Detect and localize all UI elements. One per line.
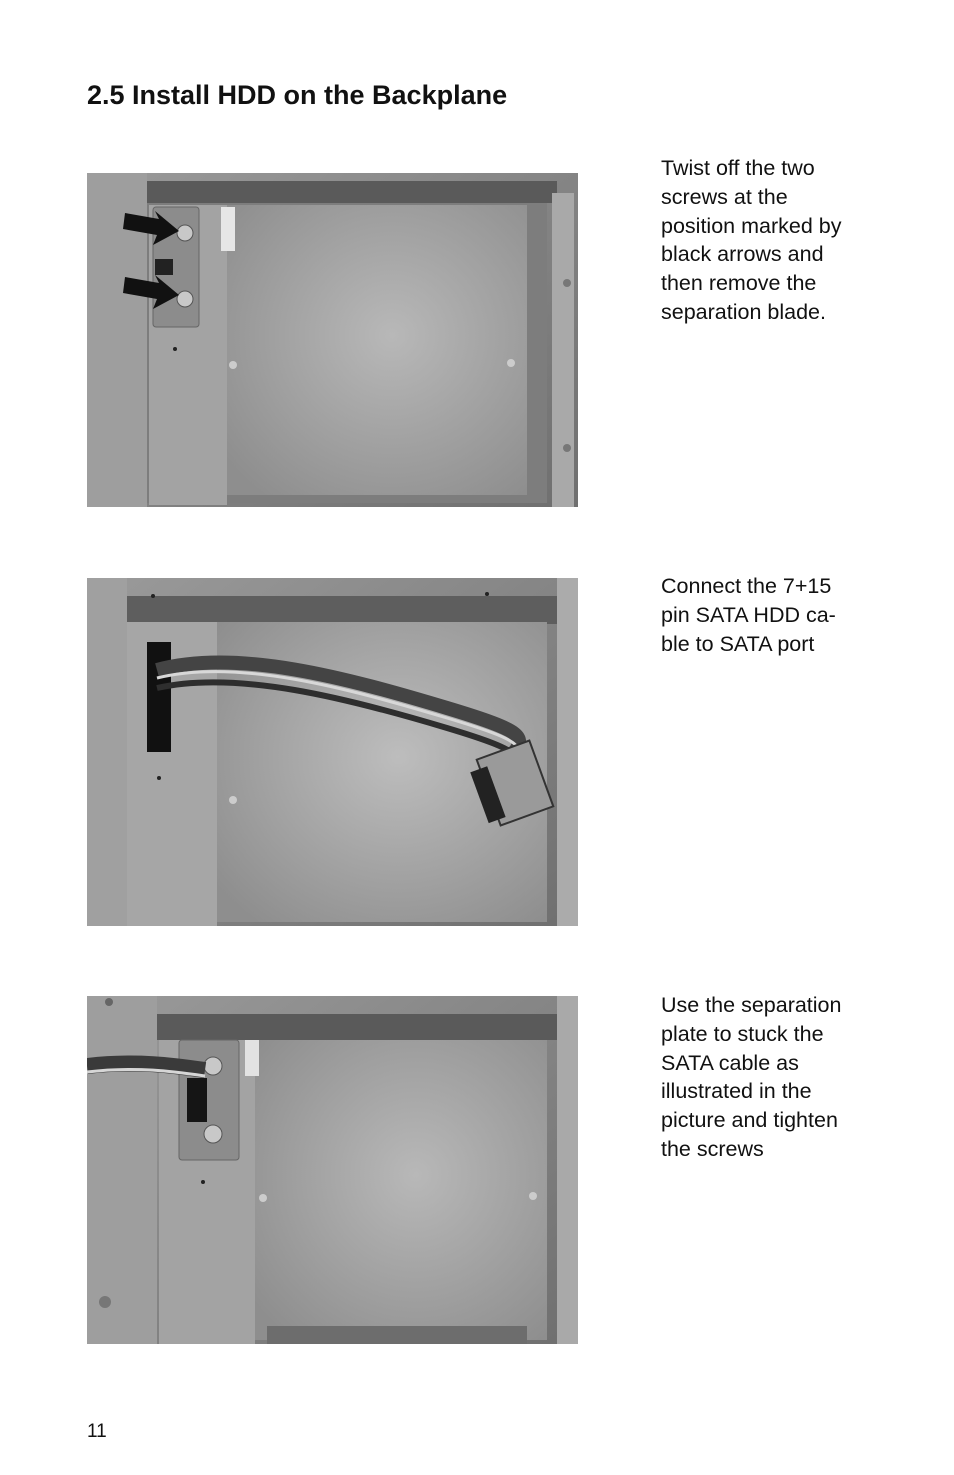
caption-line: plate to stuck the [661,1021,824,1046]
caption-line: illustrated in the [661,1079,812,1104]
page-number: 11 [87,1421,107,1442]
caption-line: Use the separation [661,993,842,1017]
caption-line: black arrows and [661,242,824,267]
caption-line: screws at the [661,184,788,209]
caption-line: position marked by [661,213,842,238]
caption-line: pin SATA HDD ca- [661,602,836,627]
step-3-photo [87,996,578,1344]
step-2-photo [87,578,578,926]
caption-line: separation blade. [661,299,826,324]
step-3-caption [661,991,891,1164]
caption-line: the screws [661,1136,764,1161]
caption-line: picture and tighten [661,1108,838,1133]
step-1-caption [661,154,891,327]
caption-line: ble to SATA port [661,631,815,656]
caption-line: SATA cable as [661,1050,799,1075]
section-title: 2.5 Install HDD on the Backplane [87,80,508,110]
caption-line: Twist off the two [661,156,815,180]
caption-line: Connect the 7+15 [661,574,832,598]
step-1-photo [87,173,578,507]
caption-line: then remove the [661,271,817,296]
step-2-caption [661,572,891,658]
